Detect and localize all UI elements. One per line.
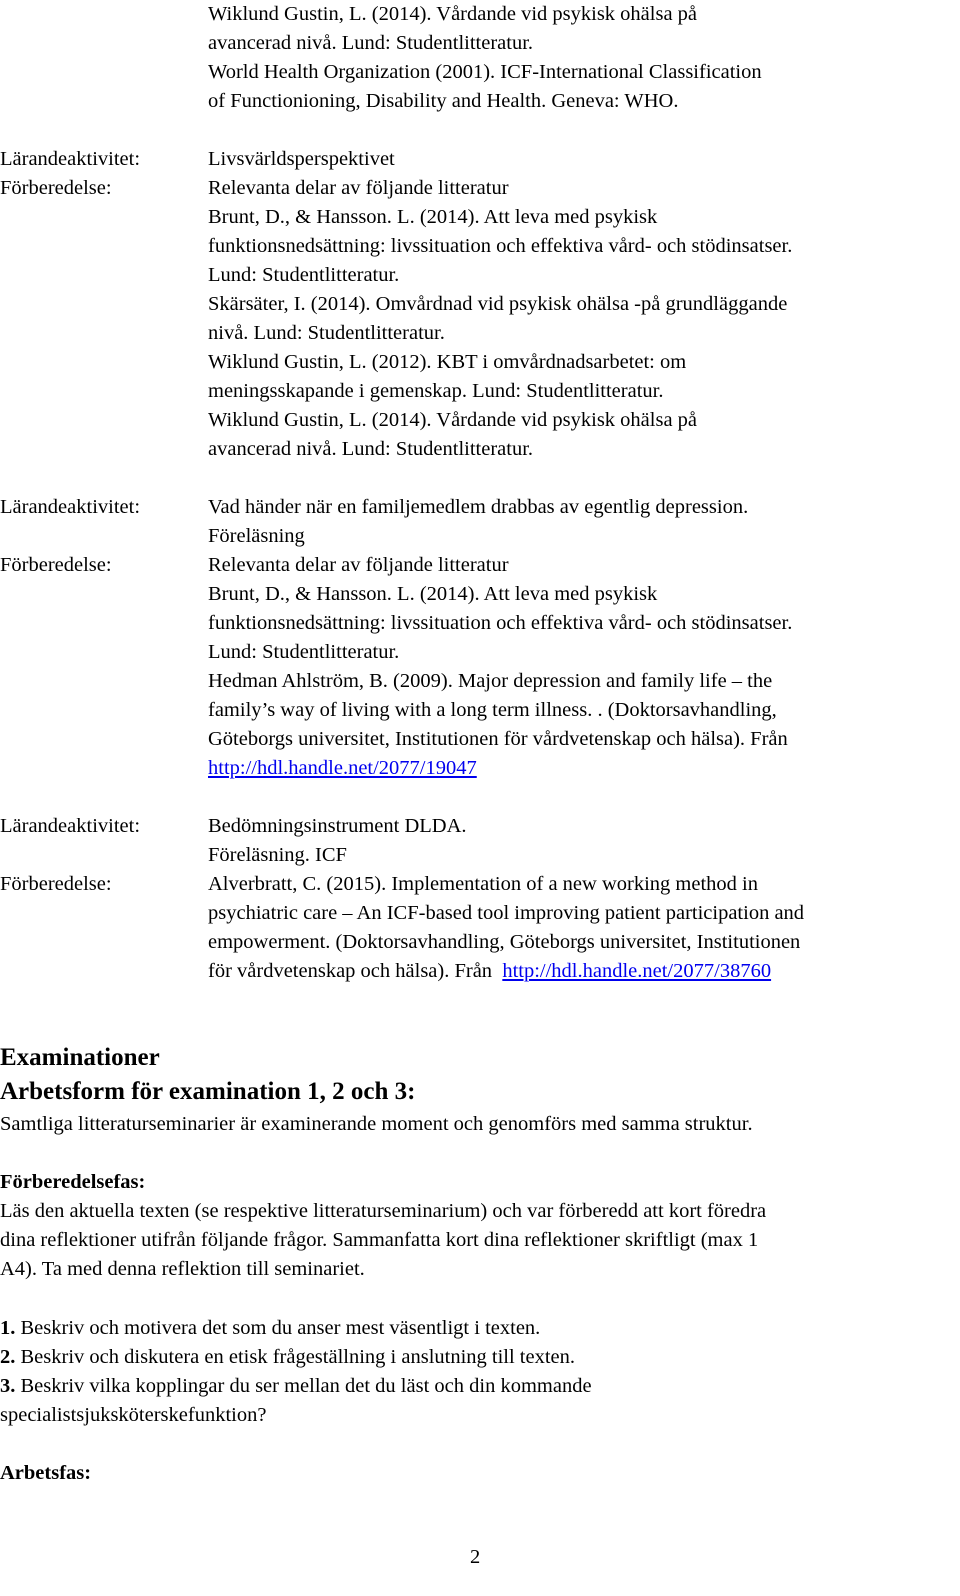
prep-phase-heading: Förberedelsefas: <box>0 1171 146 1193</box>
preparation-label: Förberedelse: <box>0 554 112 576</box>
reference-line: Alverbratt, C. (2015). Implementation of a new working method in <box>208 873 758 895</box>
text-line: specialistsjuksköterskefunktion? <box>0 1404 267 1426</box>
activity-label: Lärandeaktivitet: <box>0 815 141 837</box>
work-phase-heading: Arbetsfas: <box>0 1462 92 1484</box>
activity-label: Lärandeaktivitet: <box>0 148 141 170</box>
question-number: 3. <box>0 1375 16 1397</box>
preparation-label: Förberedelse: <box>0 873 112 895</box>
text-line: of Functionioning, Disability and Health. Geneva: WHO. <box>208 90 679 112</box>
text-line: Wiklund Gustin, L. (2014). Vårdande vid psykisk ohälsa på <box>208 3 698 25</box>
text-line: Föreläsning <box>208 525 305 547</box>
reference-line: psychiatric care – An ICF-based tool improving patient participation and <box>208 902 805 924</box>
reference-line: funktionsnedsättning: livssituation och effektiva vård- och stödinsatser. <box>208 612 793 634</box>
reference-link[interactable]: http://hdl.handle.net/2077/19047 <box>208 757 477 779</box>
activity-title: Vad händer när en familjemedlem drabbas av egentlig depression. <box>208 496 749 518</box>
question-3 <box>0 1372 592 1401</box>
reference-line: Lund: Studentlitteratur. <box>208 264 400 286</box>
text-line: Relevanta delar av följande litteratur <box>208 177 509 199</box>
reference-line: för vårdvetenskap och hälsa). Från <box>208 960 493 982</box>
question-number: 2. <box>0 1346 16 1368</box>
reference-line: nivå. Lund: Studentlitteratur. <box>208 322 445 344</box>
text-line: dina reflektioner utifrån följande frågor. Sammanfatta kort dina reflektioner skriftligt (max 1 <box>0 1229 759 1251</box>
reference-line: meningsskapande i gemenskap. Lund: Studentlitteratur. <box>208 380 664 402</box>
text-line: World Health Organization (2001). ICF-International Classification <box>208 61 762 83</box>
reference-line: avancerad nivå. Lund: Studentlitteratur. <box>208 438 534 460</box>
text-line: avancerad nivå. Lund: Studentlitteratur. <box>208 32 534 54</box>
reference-line: family’s way of living with a long term illness. . (Doktorsavhandling, <box>208 699 777 721</box>
text-line: A4). Ta med denna reflektion till seminariet. <box>0 1258 365 1280</box>
reference-line: Brunt, D., & Hansson. L. (2014). Att leva med psykisk <box>208 583 658 605</box>
reference-line: empowerment. (Doktorsavhandling, Göteborgs universitet, Institutionen <box>208 931 801 953</box>
reference-line: Göteborgs universitet, Institutionen för vårdvetenskap och hälsa). Från <box>208 728 788 750</box>
question-number: 1. <box>0 1317 16 1339</box>
question-text: Beskriv vilka kopplingar du ser mellan det du läst och din kommande <box>20 1375 592 1397</box>
activity-label: Lärandeaktivitet: <box>0 496 141 518</box>
question-1 <box>0 1314 540 1343</box>
reference-line: Skärsäter, I. (2014). Omvårdnad vid psykisk ohälsa -på grundläggande <box>208 293 788 315</box>
reference-line: Wiklund Gustin, L. (2014). Vårdande vid psykisk ohälsa på <box>208 409 698 431</box>
section-heading: Examinationer <box>0 1044 160 1071</box>
question-text: Beskriv och diskutera en etisk frågeställning i anslutning till texten. <box>20 1346 576 1368</box>
activity-title: Bedömningsinstrument DLDA. <box>208 815 467 837</box>
preparation-label: Förberedelse: <box>0 177 112 199</box>
reference-link[interactable]: http://hdl.handle.net/2077/38760 <box>502 960 772 982</box>
reference-line: Brunt, D., & Hansson. L. (2014). Att leva med psykisk <box>208 206 658 228</box>
reference-line: Wiklund Gustin, L. (2012). KBT i omvårdnadsarbetet: om <box>208 351 687 373</box>
page-number: 2 <box>470 1546 481 1568</box>
reference-line: Lund: Studentlitteratur. <box>208 641 400 663</box>
reference-line: Hedman Ahlström, B. (2009). Major depression and family life – the <box>208 670 773 692</box>
question-2 <box>0 1343 575 1372</box>
question-text: Beskriv och motivera det som du anser mest väsentligt i texten. <box>20 1317 541 1339</box>
activity-title: Livsvärldsperspektivet <box>208 148 395 170</box>
section-subheading: Arbetsform för examination 1, 2 och 3: <box>0 1078 416 1105</box>
intro-text: Samtliga litteraturseminarier är examinerande moment och genomförs med samma struktur. <box>0 1113 753 1135</box>
text-line: Relevanta delar av följande litteratur <box>208 554 509 576</box>
text-line: Läs den aktuella texten (se respektive litteraturseminarium) och var förberedd att kort föredra <box>0 1200 767 1222</box>
text-line: Föreläsning. ICF <box>208 844 347 866</box>
reference-line: funktionsnedsättning: livssituation och effektiva vård- och stödinsatser. <box>208 235 793 257</box>
